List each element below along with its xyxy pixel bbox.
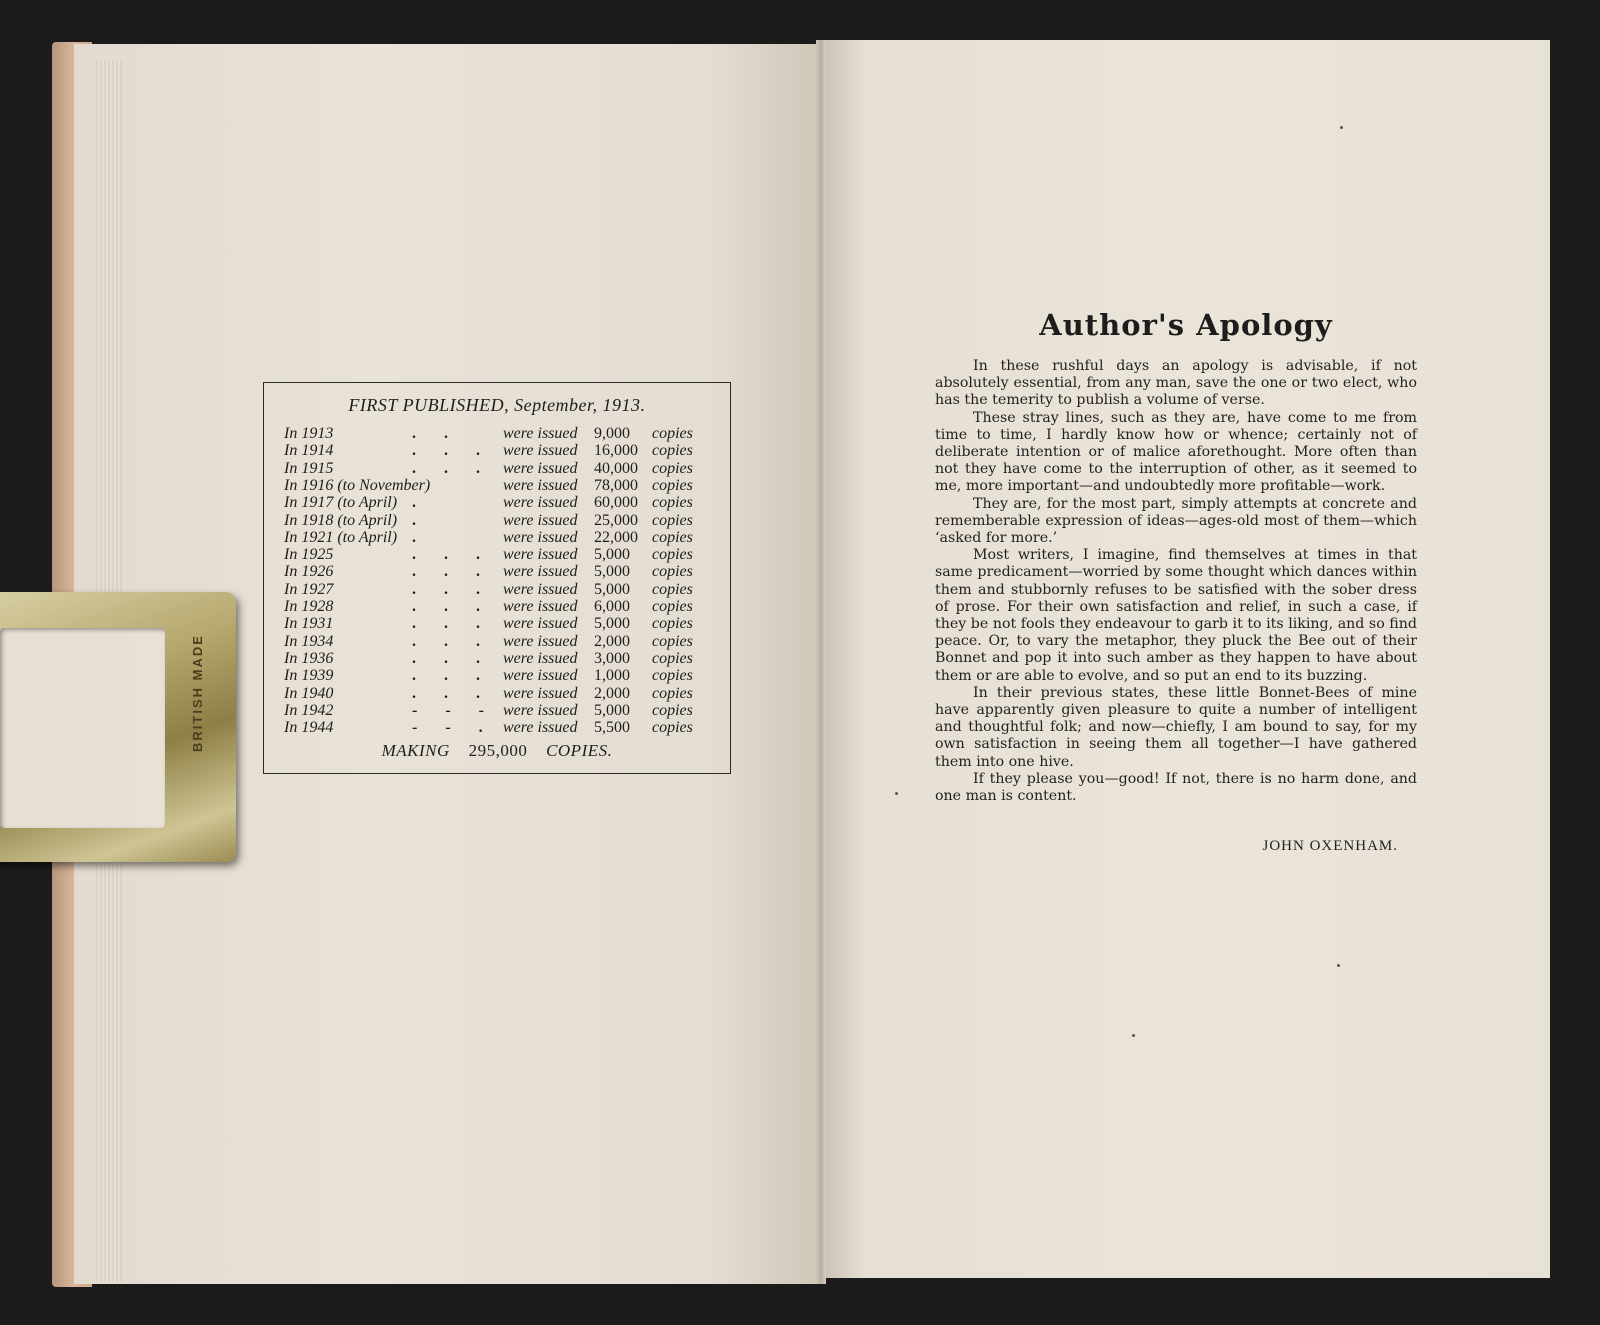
imprint-total — [264, 741, 730, 761]
imprint-leader-dots: . — [412, 511, 428, 529]
imprint-copy-count: 2,000 — [594, 684, 630, 702]
imprint-copy-count: 5,000 — [594, 701, 630, 719]
imprint-title: FIRST PUBLISHED, September, 1913. — [348, 395, 646, 415]
imprint-row — [284, 494, 714, 512]
imprint-leader-dots: . . . — [412, 442, 492, 460]
apology-paragraph: Most writers, I imagine, find themselves at times in that same predicament—worried by some thought which dances within them and stubbornly refuses to be satisfied with the sober dress of prose. For their own satisfaction and relief, in such a case, if they be not fools they endeavour to garb it to its liking, and so find peace. Or, to vary the metaphor, they pluck the Bee out of their Bonnet and pop it into such amber as they happen to have about them or are able to evolve, and so put an end to its buzzing. — [935, 547, 1417, 684]
imprint-copy-count: 5,000 — [594, 563, 630, 581]
imprint-year: In 1939 — [284, 667, 334, 685]
clip-opening — [0, 628, 165, 828]
imprint-copies-label: copies — [652, 667, 693, 685]
imprint-copy-count: 1,000 — [594, 667, 630, 685]
apology-paragraph: They are, for the most part, simply attempts at concrete and rememberable expression of ideas—ages-old most of them—which ‘asked for more.’ — [935, 495, 1417, 547]
imprint-copies-label: copies — [652, 701, 693, 719]
apology-paragraph: These stray lines, such as they are, have come to me from time to time, I hardly know how or whence; certainly not of deliberate intention or of malice aforethought. More often than not they have come to the interruption of other, as it seemed to me, more important—and undoubtedly more profitable—work. — [935, 409, 1417, 495]
imprint-row — [284, 598, 714, 616]
imprint-copies-label: copies — [652, 632, 693, 650]
imprint-total-suffix: COPIES. — [546, 741, 613, 760]
imprint-total-prefix: MAKING — [381, 741, 450, 760]
imprint-year: In 1934 — [284, 632, 334, 650]
imprint-issued-label: were issued — [503, 598, 578, 615]
imprint-row — [284, 529, 714, 547]
imprint-copy-count: 25,000 — [594, 511, 638, 529]
imprint-copies-label: copies — [652, 615, 693, 633]
imprint-row — [284, 563, 714, 581]
imprint-copies-label: copies — [652, 528, 693, 546]
paper-speck — [1132, 1034, 1135, 1037]
imprint-row — [284, 425, 714, 443]
imprint-copy-count: 16,000 — [594, 442, 638, 460]
imprint-copies-label: copies — [652, 563, 693, 581]
imprint-copy-count: 60,000 — [594, 494, 638, 512]
imprint-leader-dots: . . . — [412, 459, 492, 477]
imprint-copies-label: copies — [652, 425, 693, 442]
imprint-leader-dots: . . . — [412, 546, 492, 564]
apology-title: Author's Apology — [1039, 308, 1333, 342]
imprint-leader-dots: . . — [412, 425, 460, 442]
imprint-issued-label: were issued — [503, 511, 578, 529]
imprint-leader-dots: . . . — [412, 667, 492, 685]
apology-body — [935, 358, 1417, 805]
imprint-total-number: 295,000 — [468, 741, 528, 760]
imprint-row — [284, 512, 714, 530]
imprint-year: In 1926 — [284, 563, 334, 581]
imprint-row — [284, 633, 714, 651]
imprint-issued-label: were issued — [503, 701, 578, 719]
imprint-row — [284, 546, 714, 564]
imprint-copies-label: copies — [652, 494, 693, 512]
paper-speck — [895, 792, 898, 795]
apology-paragraph: In their previous states, these little Bonnet-Bees of mine have apparently given pleasure to quite a number of intelligent and thoughtful folk; and now—chiefly, I am bound to say, for my own satisfaction in seeing them all together—I have gathered them into one hive. — [935, 684, 1417, 770]
imprint-leader-dots: . . . — [412, 684, 492, 702]
imprint-copy-count: 3,000 — [594, 649, 630, 667]
imprint-issued-label: were issued — [503, 459, 578, 477]
imprint-year: In 1913 — [284, 425, 334, 442]
imprint-copy-count: 22,000 — [594, 528, 638, 546]
imprint-issued-label: were issued — [503, 528, 578, 546]
imprint-copies-label: copies — [652, 442, 693, 460]
imprint-year: In 1944 — [284, 719, 334, 737]
imprint-issued-label: were issued — [503, 719, 578, 737]
imprint-leader-dots: - - - — [412, 701, 496, 719]
imprint-issued-label: were issued — [503, 546, 578, 564]
imprint-issued-label: were issued — [503, 425, 578, 442]
imprint-year: In 1921 (to April) — [284, 528, 398, 546]
imprint-leader-dots: . — [412, 494, 428, 512]
apology-paragraph: In these rushful days an apology is advisable, if not absolutely essential, from any man, save the one or two elect, who has the temerity to publish a volume of verse. — [935, 358, 1417, 409]
imprint-row — [284, 615, 714, 633]
imprint-issued-label: were issued — [503, 632, 578, 650]
imprint-leader-dots: . . . — [412, 598, 492, 615]
imprint-year: In 1917 (to April) — [284, 494, 398, 512]
imprint-issued-label: were issued — [503, 684, 578, 702]
imprint-copies-label: copies — [652, 580, 693, 598]
imprint-row — [284, 477, 714, 495]
imprint-row — [284, 581, 714, 599]
imprint-copy-count: 5,000 — [594, 580, 630, 598]
imprint-issued-label: were issued — [503, 563, 578, 581]
imprint-row — [284, 702, 714, 720]
imprint-row — [284, 719, 714, 737]
imprint-year: In 1915 — [284, 459, 334, 477]
imprint-copies-label: copies — [652, 476, 693, 494]
paper-speck — [1340, 126, 1343, 129]
imprint-copy-count: 2,000 — [594, 632, 630, 650]
imprint-copies-label: copies — [652, 649, 693, 667]
imprint-row — [284, 667, 714, 685]
imprint-row — [284, 650, 714, 668]
imprint-year: In 1918 (to April) — [284, 511, 398, 529]
imprint-copy-count: 6,000 — [594, 598, 630, 615]
imprint-leader-dots: . . . — [412, 632, 492, 650]
imprint-year: In 1936 — [284, 649, 334, 667]
imprint-year: In 1927 — [284, 580, 334, 598]
clip-stamp-text: BRITISH MADE — [190, 634, 205, 752]
imprint-row — [284, 685, 714, 703]
book-gutter — [816, 40, 826, 1284]
imprint-copies-label: copies — [652, 598, 693, 615]
imprint-issued-label: were issued — [503, 442, 578, 460]
imprint-issued-label: were issued — [503, 649, 578, 667]
publication-imprint-box — [263, 382, 731, 774]
imprint-leader-dots: . . . — [412, 615, 492, 633]
imprint-leader-dots: . . . — [412, 649, 492, 667]
imprint-issued-label: were issued — [503, 615, 578, 633]
imprint-copies-label: copies — [652, 511, 693, 529]
imprint-copy-count: 78,000 — [594, 476, 638, 494]
imprint-year: In 1916 (to November) — [284, 476, 431, 494]
imprint-issued-label: were issued — [503, 494, 578, 512]
imprint-leader-dots: . — [412, 528, 428, 546]
imprint-issued-label: were issued — [503, 476, 578, 494]
imprint-issued-label: were issued — [503, 580, 578, 598]
imprint-year: In 1931 — [284, 615, 334, 633]
paper-speck — [1337, 964, 1340, 967]
imprint-year: In 1928 — [284, 598, 334, 615]
author-signature: JOHN OXENHAM. — [1262, 838, 1398, 854]
brass-bookmark-clip — [0, 592, 236, 862]
imprint-row — [284, 442, 714, 460]
imprint-row — [284, 460, 714, 478]
imprint-leader-dots: - - . — [412, 719, 495, 737]
imprint-leader-dots: . . . — [412, 580, 492, 598]
imprint-copy-count: 5,000 — [594, 615, 630, 633]
imprint-copy-count: 5,000 — [594, 546, 630, 564]
imprint-year: In 1925 — [284, 546, 334, 564]
imprint-copies-label: copies — [652, 459, 693, 477]
imprint-issued-label: were issued — [503, 667, 578, 685]
imprint-year: In 1940 — [284, 684, 334, 702]
imprint-year: In 1914 — [284, 442, 334, 460]
imprint-copy-count: 40,000 — [594, 459, 638, 477]
apology-paragraph: If they please you—good! If not, there is no harm done, and one man is content. — [935, 770, 1417, 805]
imprint-copies-label: copies — [652, 684, 693, 702]
imprint-copy-count: 5,500 — [594, 719, 630, 737]
imprint-leader-dots: . . . — [412, 563, 492, 581]
imprint-year: In 1942 — [284, 701, 334, 719]
imprint-copy-count: 9,000 — [594, 425, 630, 442]
imprint-copies-label: copies — [652, 546, 693, 564]
imprint-copies-label: copies — [652, 719, 693, 737]
